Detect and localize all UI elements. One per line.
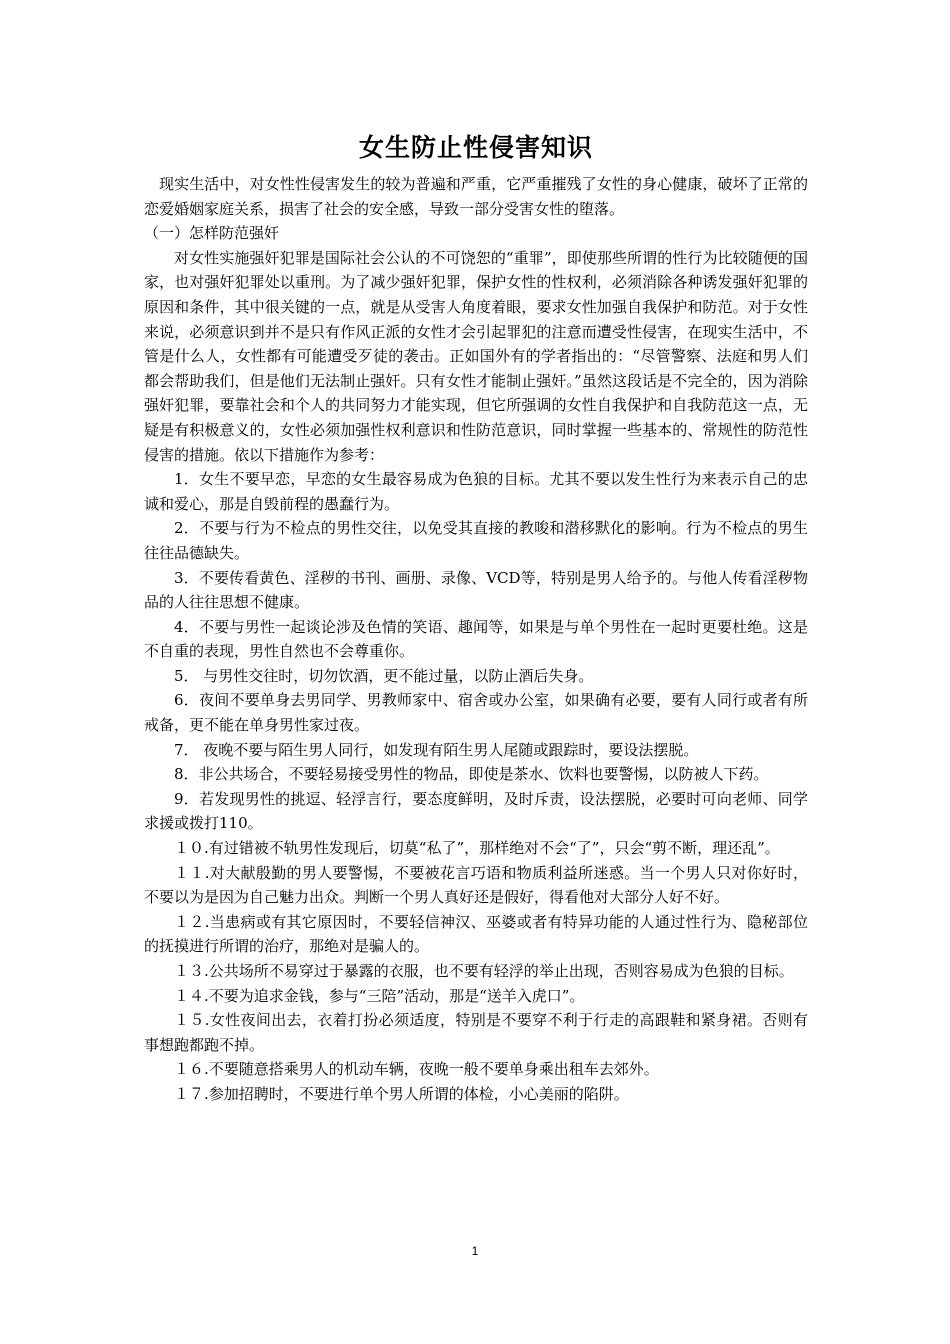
- list-item: １６.不要随意搭乘男人的机动车辆，夜晚一般不要单身乘出租车去郊外。: [174, 1060, 659, 1079]
- intro-paragraph: 现实生活中，对女性性侵害发生的较为普遍和严重，它严重摧残了女性的身心健康，破坏了正常的恋爱婚姻家庭关系，损害了社会的安全感，导致一部分受害女性的堕落。: [144, 175, 808, 218]
- section-body-paragraph: 对女性实施强奸犯罪是国际社会公认的不可饶恕的“重罪”，即使那些所谓的性行为比较随便的国家，也对强奸犯罪处以重刑。为了减少强奸犯罪，保护女性的性权利，必须消除各种诱发强奸犯罪的原因和条件，其中很关键的一点，就是从受害人角度着眼，要求女性加强自我保护和防范。对于女性来说，必须意识到并不是只有作风正派的女性才会引起罪犯的注意而遭受性侵害，在现实生活中，不管是什么人，女性都有可能遭受歹徒的袭击。正如国外有的学者指出的：“尽管警察、法庭和男人们都会帮助我们，但是他们无法制止强奸。只有女性才能制止强奸。”虽然这段话是不完全的，因为消除强奸犯罪，要靠社会和个人的共同努力才能实现，但它所强调的女性自我保护和自我防范这一点，无疑是有积极意义的，女性必须加强性权利意识和性防范意识，同时掌握一些基本的、常规性的防范性侵害的措施。依以下措施作为参考：: [144, 248, 808, 464]
- list-item: 9．若发现男性的挑逗、轻浮言行，要态度鲜明，及时斥责，设法摆脱，必要时可向老师、同学求援或拨打110。: [144, 789, 808, 833]
- document-page: [144, 128, 808, 1107]
- list-item: 2．不要与行为不检点的男性交往，以免受其直接的教唆和潜移默化的影响。行为不检点的男生往往品德缺失。: [144, 519, 808, 562]
- list-item: 8．非公共场合，不要轻易接受男性的物品，即使是茶水、饮料也要警惕，以防被人下药。: [174, 765, 769, 784]
- list-item: １１.对大献殷勤的男人要警惕，不要被花言巧语和物质利益所迷惑。当一个男人只对你好时，不要以为是因为自己魅力出众。判断一个男人真好还是假好，得看他对大部分人好不好。: [144, 863, 808, 907]
- page-number: 1: [471, 1244, 479, 1258]
- document-title: 女生防止性侵害知识: [358, 133, 593, 162]
- list-item: 6．夜间不要单身去男同学、男教师家中、宿舍或办公室，如果确有必要，要有人同行或者有所戒备，更不能在单身男性家过夜。: [144, 691, 808, 735]
- list-item: 4．不要与男性一起谈论涉及色情的笑语、趣闻等，如果是与单个男性在一起时更要杜绝。这是不自重的表现，男性自然也不会尊重你。: [144, 617, 808, 661]
- list-item: １５.女性夜间出去，衣着打扮必须适度，特别是不要穿不利于行走的高跟鞋和紧身裙。否则有事想跑都跑不掉。: [144, 1011, 808, 1054]
- list-item: １４.不要为追求金钱，参与“三陪”活动，那是“送羊入虎口”。: [174, 986, 585, 1005]
- list-item: 7． 夜晚不要与陌生男人同行，如发现有陌生男人尾随或跟踪时，要设法摆脱。: [174, 740, 699, 759]
- list-item: １７.参加招聘时，不要进行单个男人所谓的体检，小心美丽的陷阱。: [174, 1084, 629, 1103]
- list-item: １２.当患病或有其它原因时，不要轻信神汉、巫婆或者有特异功能的人通过性行为、隐秘部位的抚摸进行所谓的治疗，那绝对是骗人的。: [144, 912, 808, 956]
- list-item: 1．女生不要早恋，早恋的女生最容易成为色狼的目标。尤其不要以发生性行为来表示自己的忠诚和爱心，那是自毁前程的愚蠢行为。: [144, 470, 808, 513]
- list-item: 3．不要传看黄色、淫秽的书刊、画册、录像、VCD等，特别是男人给予的。与他人传看淫秽物品的人往往思想不健康。: [144, 568, 808, 612]
- list-item: 5． 与男性交往时，切勿饮酒，更不能过量，以防止酒后失身。: [174, 666, 594, 685]
- list-item: １０.有过错被不轨男性发现后，切莫“私了”，那样绝对不会“了”，只会“剪不断，理还乱”。: [174, 839, 780, 858]
- list-item: １３.公共场所不易穿过于暴露的衣服，也不要有轻浮的举止出现，否则容易成为色狼的目标。: [174, 962, 794, 980]
- section-heading: （一）怎样防范强奸: [144, 224, 280, 243]
